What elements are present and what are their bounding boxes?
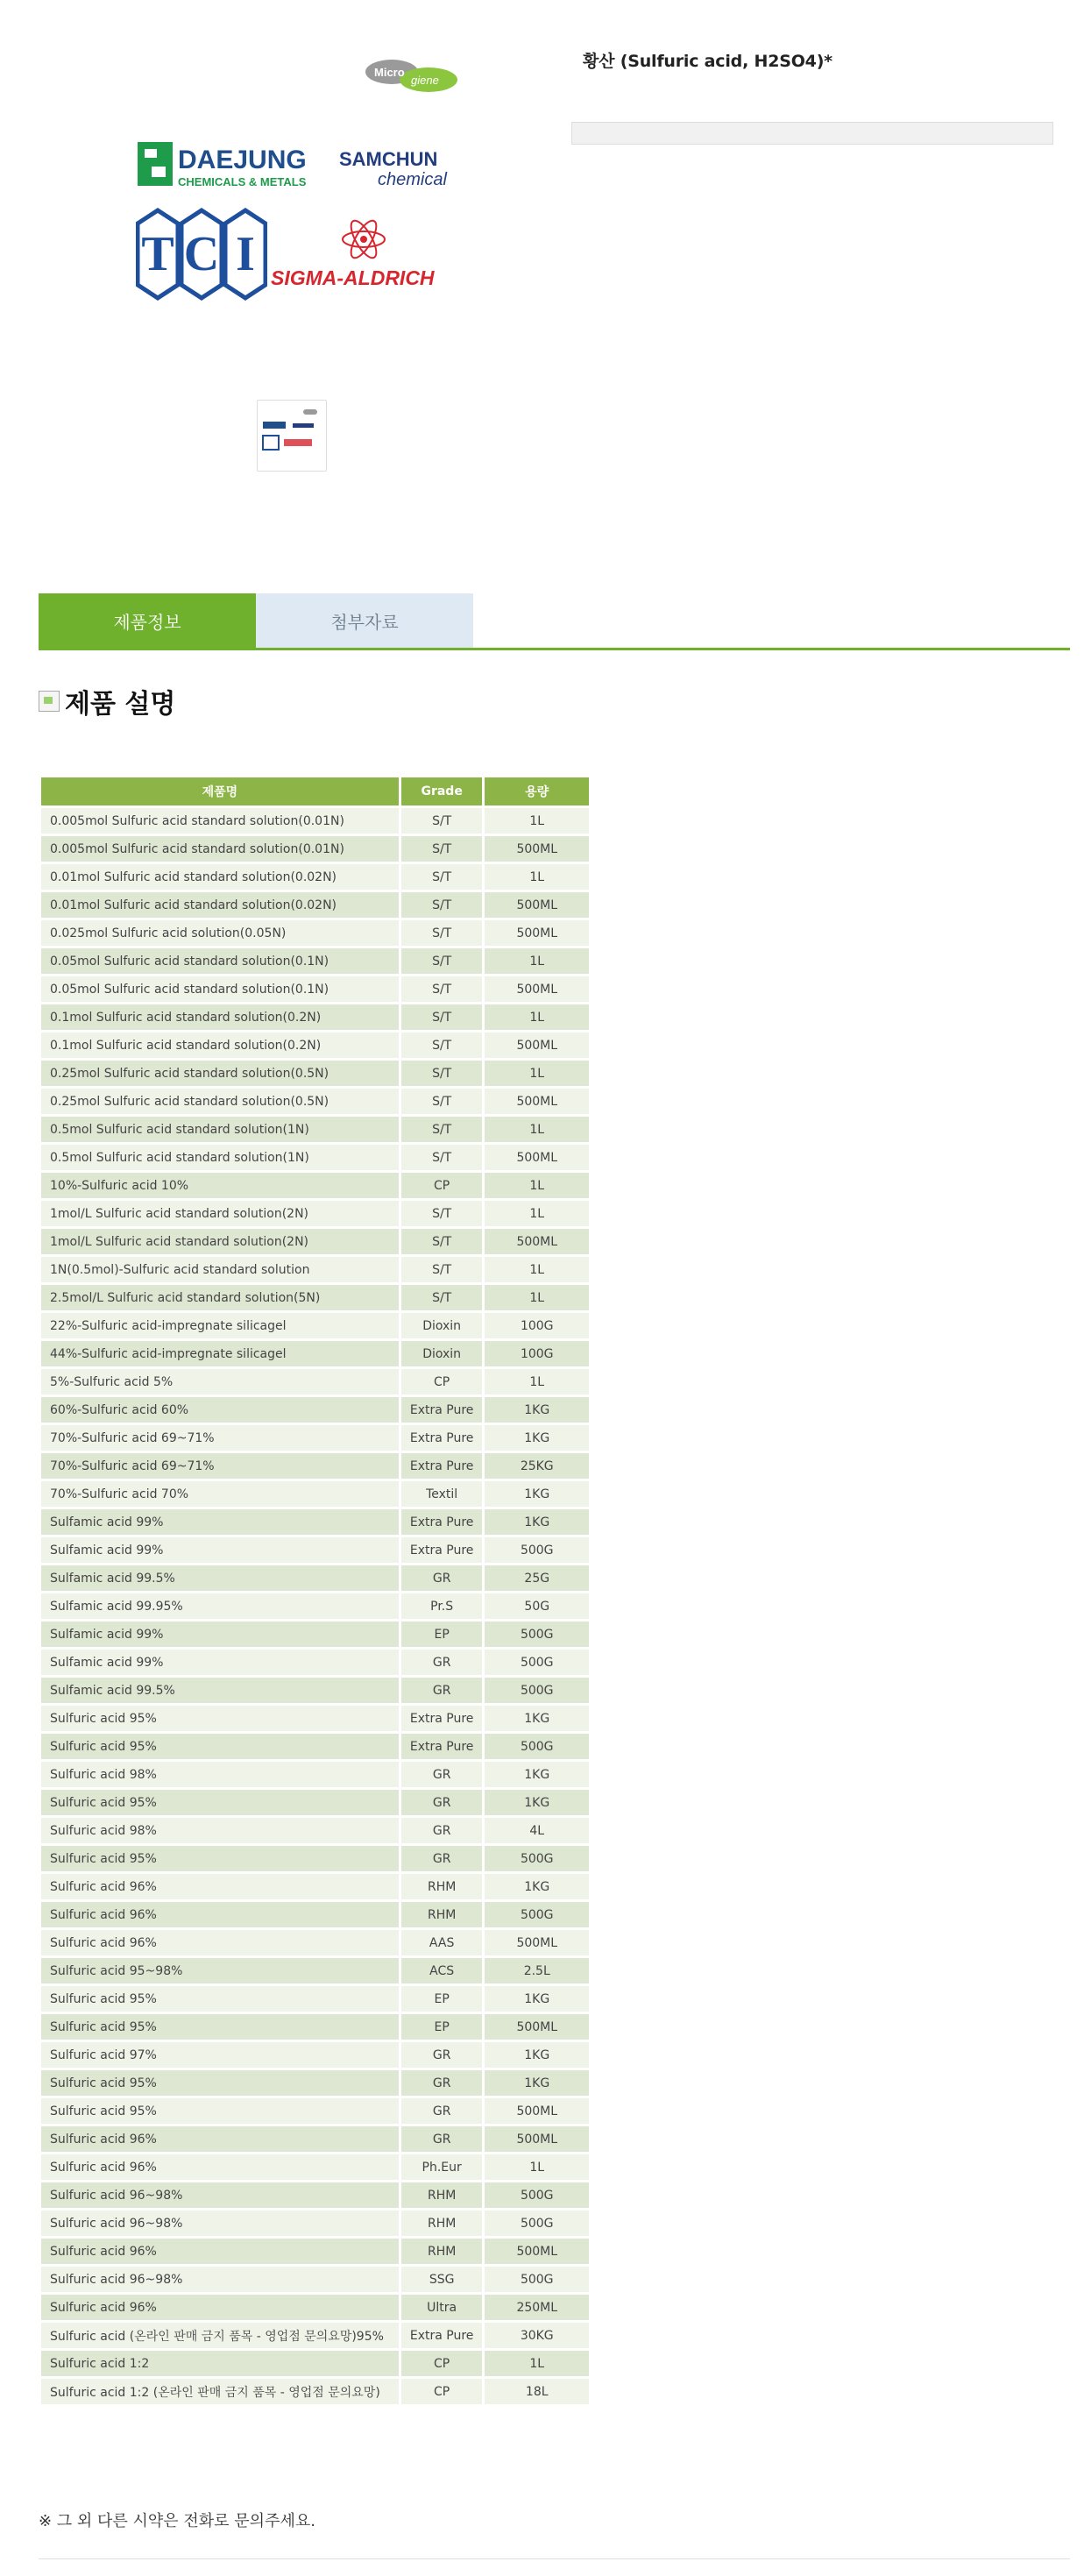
cell-product-name: 0.25mol Sulfuric acid standard solution(0.5N): [41, 1061, 399, 1086]
cell-product-name: Sulfamic acid 99%: [41, 1622, 399, 1647]
table-row: [41, 2323, 589, 2348]
table-row: [41, 1846, 589, 1871]
cell-volume: 1KG: [485, 1481, 589, 1507]
cell-volume: 1L: [485, 1173, 589, 1198]
cell-grade: S/T: [401, 920, 483, 946]
table-row: [41, 1930, 589, 1955]
table-row: [41, 1341, 589, 1366]
table-row: [41, 1593, 589, 1619]
cell-product-name: Sulfuric acid 96~98%: [41, 2211, 399, 2236]
tab-attachments[interactable]: 첨부자료: [256, 593, 473, 648]
cell-volume: 1KG: [485, 1706, 589, 1731]
table-row: [41, 1818, 589, 1843]
daejung-logo: [136, 140, 311, 191]
cell-volume: 1KG: [485, 1790, 589, 1815]
cell-grade: S/T: [401, 1089, 483, 1114]
cell-product-name: Sulfamic acid 99.5%: [41, 1678, 399, 1703]
cell-grade: Extra Pure: [401, 1453, 483, 1479]
cell-product-name: Sulfamic acid 99.5%: [41, 1565, 399, 1591]
cell-grade: CP: [401, 1369, 483, 1394]
table-row: [41, 948, 589, 974]
cell-grade: ACS: [401, 1958, 483, 1983]
table-row: [41, 1089, 589, 1114]
table-row: [41, 2267, 589, 2292]
cell-grade: GR: [401, 1790, 483, 1815]
cell-product-name: Sulfuric acid (온라인 판매 금지 품목 - 영업점 문의요망)95%: [41, 2323, 399, 2348]
section-title: 제품 설명: [65, 689, 176, 720]
cell-product-name: Sulfamic acid 99.95%: [41, 1593, 399, 1619]
cell-grade: Extra Pure: [401, 1397, 483, 1423]
table-row: [41, 1986, 589, 2012]
cell-volume: 500G: [485, 1650, 589, 1675]
cell-product-name: Sulfuric acid 96~98%: [41, 2182, 399, 2208]
table-row: [41, 1902, 589, 1927]
svg-text:C: C: [183, 227, 220, 281]
cell-volume: 30KG: [485, 2323, 589, 2348]
table-row: [41, 1509, 589, 1535]
cell-product-name: Sulfuric acid 96%: [41, 2154, 399, 2180]
table-row: [41, 1734, 589, 1759]
cell-product-name: 22%-Sulfuric acid-impregnate silicagel: [41, 1313, 399, 1338]
cell-volume: 1L: [485, 1117, 589, 1142]
cell-volume: 1L: [485, 864, 589, 890]
cell-grade: EP: [401, 1986, 483, 2012]
cell-product-name: 70%-Sulfuric acid 69~71%: [41, 1453, 399, 1479]
cell-product-name: Sulfuric acid 96%: [41, 1874, 399, 1899]
cell-product-name: Sulfuric acid 96%: [41, 1902, 399, 1927]
product-table: [39, 775, 592, 2407]
cell-product-name: Sulfuric acid 96%: [41, 1930, 399, 1955]
cell-volume: 1KG: [485, 1425, 589, 1451]
cell-volume: 100G: [485, 1341, 589, 1366]
cell-volume: 25G: [485, 1565, 589, 1591]
cell-grade: Extra Pure: [401, 1706, 483, 1731]
cell-grade: S/T: [401, 1285, 483, 1310]
table-row: [41, 1762, 589, 1787]
table-row: [41, 1706, 589, 1731]
cell-grade: Extra Pure: [401, 1509, 483, 1535]
table-row: [41, 1004, 589, 1030]
cell-grade: CP: [401, 2379, 483, 2404]
cell-volume: 500ML: [485, 2098, 589, 2124]
cell-product-name: 10%-Sulfuric acid 10%: [41, 1173, 399, 1198]
svg-text:T: T: [141, 227, 174, 281]
table-row: [41, 1117, 589, 1142]
table-row: [41, 1061, 589, 1086]
cell-grade: S/T: [401, 1061, 483, 1086]
table-row: [41, 1229, 589, 1254]
svg-text:I: I: [236, 227, 255, 281]
cell-product-name: Sulfuric acid 95%: [41, 1790, 399, 1815]
cell-volume: 1L: [485, 1257, 589, 1282]
cell-product-name: 0.01mol Sulfuric acid standard solution(0.02N): [41, 892, 399, 918]
cell-volume: 500ML: [485, 2126, 589, 2152]
table-row: [41, 2042, 589, 2068]
cell-volume: 500ML: [485, 1930, 589, 1955]
table-row: [41, 864, 589, 890]
cell-product-name: Sulfuric acid 1:2 (온라인 판매 금지 품목 - 영업점 문의요망): [41, 2379, 399, 2404]
product-title: 황산 (Sulfuric acid, H2SO4)*: [583, 52, 832, 71]
cell-product-name: 1mol/L Sulfuric acid standard solution(2N): [41, 1201, 399, 1226]
table-row: [41, 1173, 589, 1198]
table-row: [41, 2211, 589, 2236]
table-row: [41, 2239, 589, 2264]
table-row: [41, 976, 589, 1002]
cell-grade: GR: [401, 2098, 483, 2124]
cell-volume: 1L: [485, 1201, 589, 1226]
cell-product-name: Sulfamic acid 99%: [41, 1537, 399, 1563]
cell-grade: S/T: [401, 1033, 483, 1058]
contact-footnote: ※ 그 외 다른 시약은 전화로 문의주세요.: [39, 2512, 315, 2530]
table-row: [41, 1565, 589, 1591]
table-header-row: [41, 777, 589, 805]
samchun-logo: [336, 146, 463, 190]
product-thumbnail[interactable]: [257, 400, 327, 472]
cell-product-name: Sulfuric acid 1:2: [41, 2351, 399, 2376]
table-row: [41, 1453, 589, 1479]
cell-grade: S/T: [401, 1201, 483, 1226]
cell-volume: 500ML: [485, 1089, 589, 1114]
brand-logos: [136, 48, 460, 311]
cell-volume: 1KG: [485, 2042, 589, 2068]
cell-grade: Pr.S: [401, 1593, 483, 1619]
cell-product-name: 2.5mol/L Sulfuric acid standard solution(5N): [41, 1285, 399, 1310]
table-row: [41, 1678, 589, 1703]
cell-volume: 2.5L: [485, 1958, 589, 1983]
cell-volume: 1KG: [485, 1986, 589, 2012]
cell-grade: S/T: [401, 1257, 483, 1282]
cell-grade: GR: [401, 1846, 483, 1871]
daejung-text-b: CHEMICALS & METALS: [178, 175, 307, 188]
product-info-bar: [571, 122, 1053, 145]
cell-grade: EP: [401, 2014, 483, 2040]
thumbnail-image: [258, 401, 326, 471]
table-row: [41, 1958, 589, 1983]
microgiene-logo: [365, 57, 457, 94]
bottom-divider: [39, 2558, 1070, 2559]
cell-grade: RHM: [401, 1902, 483, 1927]
cell-grade: Textil: [401, 1481, 483, 1507]
sigma-text: SIGMA-ALDRICH: [271, 266, 435, 289]
samchun-text-a: SAMCHUN: [339, 148, 438, 170]
cell-grade: Extra Pure: [401, 1537, 483, 1563]
cell-grade: S/T: [401, 836, 483, 862]
cell-grade: S/T: [401, 864, 483, 890]
cell-grade: CP: [401, 1173, 483, 1198]
cell-product-name: Sulfuric acid 98%: [41, 1818, 399, 1843]
cell-volume: 500ML: [485, 2239, 589, 2264]
cell-product-name: Sulfuric acid 96%: [41, 2126, 399, 2152]
table-body: [41, 808, 589, 2404]
cell-product-name: 1mol/L Sulfuric acid standard solution(2N): [41, 1229, 399, 1254]
cell-grade: GR: [401, 2126, 483, 2152]
cell-grade: EP: [401, 1622, 483, 1647]
cell-product-name: 0.025mol Sulfuric acid solution(0.05N): [41, 920, 399, 946]
cell-grade: GR: [401, 1650, 483, 1675]
cell-grade: Extra Pure: [401, 2323, 483, 2348]
tab-underline: [39, 648, 1070, 650]
microgiene-text-b: giene: [411, 74, 439, 87]
table-row: [41, 1425, 589, 1451]
cell-volume: 1L: [485, 2154, 589, 2180]
tab-product-info[interactable]: 제품정보: [39, 593, 256, 648]
cell-grade: S/T: [401, 808, 483, 834]
table-row: [41, 2379, 589, 2404]
cell-grade: GR: [401, 1818, 483, 1843]
cell-volume: 500ML: [485, 1145, 589, 1170]
cell-grade: S/T: [401, 948, 483, 974]
cell-product-name: Sulfuric acid 95%: [41, 2070, 399, 2096]
table-row: [41, 920, 589, 946]
cell-volume: 25KG: [485, 1453, 589, 1479]
table-row: [41, 2295, 589, 2320]
cell-product-name: 0.01mol Sulfuric acid standard solution(0.02N): [41, 864, 399, 890]
cell-volume: 500G: [485, 2211, 589, 2236]
cell-grade: Ph.Eur: [401, 2154, 483, 2180]
cell-volume: 4L: [485, 1818, 589, 1843]
cell-grade: Dioxin: [401, 1313, 483, 1338]
cell-grade: S/T: [401, 1117, 483, 1142]
cell-product-name: 0.05mol Sulfuric acid standard solution(0.1N): [41, 976, 399, 1002]
cell-volume: 500ML: [485, 920, 589, 946]
cell-grade: GR: [401, 1678, 483, 1703]
cell-volume: 1L: [485, 1004, 589, 1030]
cell-product-name: 0.05mol Sulfuric acid standard solution(0.1N): [41, 948, 399, 974]
cell-grade: Ultra: [401, 2295, 483, 2320]
cell-volume: 500G: [485, 2267, 589, 2292]
cell-product-name: Sulfuric acid 95%: [41, 1706, 399, 1731]
cell-grade: RHM: [401, 2211, 483, 2236]
cell-volume: 500G: [485, 1846, 589, 1871]
cell-product-name: 0.005mol Sulfuric acid standard solution(0.01N): [41, 836, 399, 862]
cell-volume: 1L: [485, 2351, 589, 2376]
table-row: [41, 1285, 589, 1310]
cell-volume: 500G: [485, 1734, 589, 1759]
cell-grade: RHM: [401, 2239, 483, 2264]
table-row: [41, 808, 589, 834]
tab-bar: [39, 593, 1070, 649]
table-row: [41, 1145, 589, 1170]
tci-logo: [136, 206, 267, 302]
cell-grade: GR: [401, 1565, 483, 1591]
header-product-name: 제품명: [41, 777, 399, 805]
cell-grade: GR: [401, 2042, 483, 2068]
cell-volume: 500ML: [485, 976, 589, 1002]
table-row: [41, 2014, 589, 2040]
table-row: [41, 1201, 589, 1226]
cell-grade: S/T: [401, 1145, 483, 1170]
table-row: [41, 1650, 589, 1675]
header-volume: 용량: [485, 777, 589, 805]
cell-product-name: Sulfuric acid 98%: [41, 1762, 399, 1787]
cell-product-name: Sulfuric acid 95%: [41, 1986, 399, 2012]
table-row: [41, 2126, 589, 2152]
cell-product-name: Sulfuric acid 95%: [41, 2014, 399, 2040]
table-row: [41, 2098, 589, 2124]
cell-volume: 500ML: [485, 836, 589, 862]
cell-product-name: 70%-Sulfuric acid 70%: [41, 1481, 399, 1507]
daejung-text-a: DAEJUNG: [178, 145, 307, 174]
cell-grade: SSG: [401, 2267, 483, 2292]
cell-grade: S/T: [401, 1004, 483, 1030]
cell-volume: 1KG: [485, 1762, 589, 1787]
cell-product-name: Sulfuric acid 96~98%: [41, 2267, 399, 2292]
cell-product-name: Sulfuric acid 95%: [41, 1846, 399, 1871]
cell-product-name: Sulfamic acid 99%: [41, 1509, 399, 1535]
cell-volume: 500ML: [485, 1033, 589, 1058]
cell-grade: GR: [401, 1762, 483, 1787]
cell-grade: Extra Pure: [401, 1425, 483, 1451]
cell-volume: 500G: [485, 1678, 589, 1703]
table-row: [41, 2070, 589, 2096]
header-grade: Grade: [401, 777, 483, 805]
cell-product-name: Sulfamic acid 99%: [41, 1650, 399, 1675]
cell-volume: 500G: [485, 1902, 589, 1927]
table-row: [41, 2351, 589, 2376]
cell-product-name: 0.005mol Sulfuric acid standard solution(0.01N): [41, 808, 399, 834]
cell-volume: 1L: [485, 808, 589, 834]
table-row: [41, 2182, 589, 2208]
cell-volume: 1L: [485, 1285, 589, 1310]
sigma-aldrich-logo: [269, 215, 460, 302]
cell-grade: Extra Pure: [401, 1734, 483, 1759]
cell-product-name: Sulfuric acid 96%: [41, 2239, 399, 2264]
cell-product-name: 60%-Sulfuric acid 60%: [41, 1397, 399, 1423]
cell-product-name: Sulfuric acid 95%: [41, 1734, 399, 1759]
cell-product-name: Sulfuric acid 97%: [41, 2042, 399, 2068]
table-row: [41, 1622, 589, 1647]
cell-grade: S/T: [401, 1229, 483, 1254]
cell-product-name: Sulfuric acid 95~98%: [41, 1958, 399, 1983]
table-row: [41, 2154, 589, 2180]
cell-volume: 500G: [485, 1537, 589, 1563]
cell-grade: RHM: [401, 1874, 483, 1899]
cell-volume: 500G: [485, 1622, 589, 1647]
cell-volume: 500ML: [485, 1229, 589, 1254]
cell-volume: 500ML: [485, 2014, 589, 2040]
cell-volume: 1KG: [485, 2070, 589, 2096]
cell-volume: 1KG: [485, 1397, 589, 1423]
cell-product-name: 5%-Sulfuric acid 5%: [41, 1369, 399, 1394]
microgiene-text-a: Micro: [374, 66, 405, 79]
cell-product-name: Sulfuric acid 95%: [41, 2098, 399, 2124]
cell-grade: S/T: [401, 892, 483, 918]
cell-volume: 250ML: [485, 2295, 589, 2320]
cell-grade: CP: [401, 2351, 483, 2376]
cell-product-name: Sulfuric acid 96%: [41, 2295, 399, 2320]
section-heading: [39, 682, 175, 720]
cell-volume: 18L: [485, 2379, 589, 2404]
table-row: [41, 836, 589, 862]
cell-product-name: 0.25mol Sulfuric acid standard solution(0.5N): [41, 1089, 399, 1114]
table-row: [41, 892, 589, 918]
cell-grade: Dioxin: [401, 1341, 483, 1366]
cell-volume: 1KG: [485, 1509, 589, 1535]
cell-volume: 1L: [485, 1061, 589, 1086]
cell-volume: 100G: [485, 1313, 589, 1338]
table-row: [41, 1790, 589, 1815]
cell-volume: 1L: [485, 1369, 589, 1394]
cell-product-name: 0.5mol Sulfuric acid standard solution(1N): [41, 1145, 399, 1170]
table-row: [41, 1313, 589, 1338]
broken-image-icon: [39, 691, 60, 712]
cell-product-name: 0.1mol Sulfuric acid standard solution(0.2N): [41, 1033, 399, 1058]
cell-product-name: 1N(0.5mol)-Sulfuric acid standard solution: [41, 1257, 399, 1282]
cell-volume: 50G: [485, 1593, 589, 1619]
cell-grade: GR: [401, 2070, 483, 2096]
table-row: [41, 1537, 589, 1563]
cell-volume: 1L: [485, 948, 589, 974]
cell-grade: AAS: [401, 1930, 483, 1955]
cell-grade: S/T: [401, 976, 483, 1002]
samchun-text-b: chemical: [378, 170, 447, 189]
table-row: [41, 1481, 589, 1507]
cell-product-name: 70%-Sulfuric acid 69~71%: [41, 1425, 399, 1451]
cell-volume: 1KG: [485, 1874, 589, 1899]
table-row: [41, 1874, 589, 1899]
table-row: [41, 1033, 589, 1058]
table-row: [41, 1257, 589, 1282]
cell-product-name: 0.5mol Sulfuric acid standard solution(1N): [41, 1117, 399, 1142]
cell-volume: 500G: [485, 2182, 589, 2208]
cell-grade: RHM: [401, 2182, 483, 2208]
cell-product-name: 44%-Sulfuric acid-impregnate silicagel: [41, 1341, 399, 1366]
table-row: [41, 1397, 589, 1423]
cell-product-name: 0.1mol Sulfuric acid standard solution(0.2N): [41, 1004, 399, 1030]
table-row: [41, 1369, 589, 1394]
cell-volume: 500ML: [485, 892, 589, 918]
